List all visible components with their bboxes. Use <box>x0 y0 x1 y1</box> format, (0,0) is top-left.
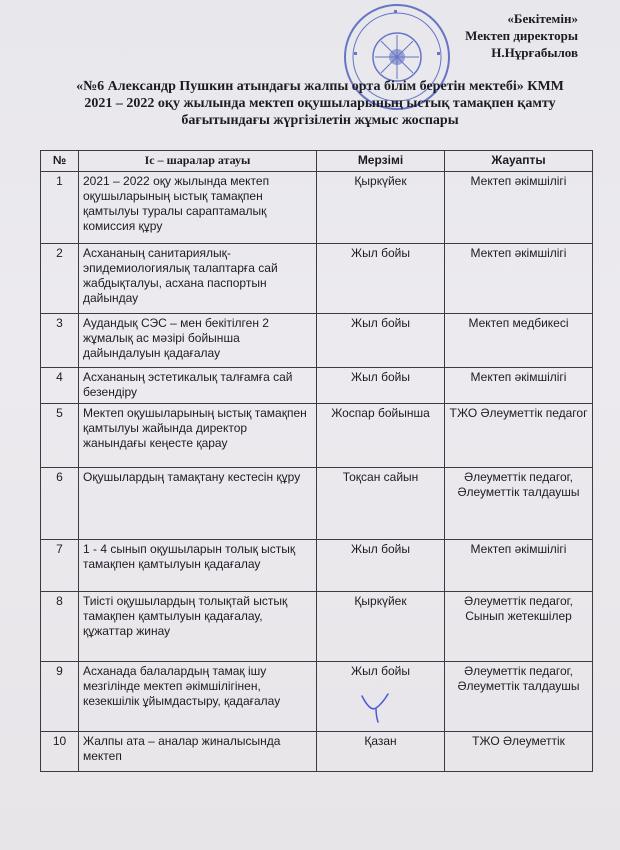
row-deadline: Тоқсан сайын <box>317 468 445 540</box>
row-action: Аудандық СЭС – мен бекітілген 2 жұмалық ас мәзірі бойынша дайындалуын қадағалау <box>79 314 317 368</box>
work-plan-table <box>40 150 593 772</box>
row-action: Жалпы ата – аналар жиналысында мектеп <box>79 732 317 772</box>
row-responsible: Мектеп әкімшілігі <box>445 368 593 404</box>
row-responsible: Мектеп әкімшілігі <box>445 244 593 314</box>
pen-mark-scribble <box>356 690 396 726</box>
row-deadline: Қазан <box>317 732 445 772</box>
table-row <box>41 368 593 404</box>
director-name: Н.Нұрғабылов <box>491 45 578 60</box>
title-line-1: «№6 Александр Пушкин атындағы жалпы орта білім беретін мектебі» КММ <box>76 79 564 94</box>
row-responsible: Әлеуметтік педагог, Әлеуметтік талдаушы <box>445 662 593 732</box>
row-number: 4 <box>41 368 79 404</box>
row-number: 10 <box>41 732 79 772</box>
row-action: Оқушылардың тамақтану кестесін құру <box>79 468 317 540</box>
title-line-2: 2021 – 2022 оқу жылында мектеп оқушыларының ыстық тамақпен қамту <box>84 96 556 111</box>
header-deadline: Мерзімі <box>317 151 445 172</box>
approval-heading: «Бекітемін» <box>507 11 578 26</box>
table-header-row <box>41 151 593 172</box>
row-number: 5 <box>41 404 79 468</box>
row-deadline: Қыркүйек <box>317 592 445 662</box>
row-deadline: Жыл бойы <box>317 368 445 404</box>
row-number: 8 <box>41 592 79 662</box>
row-responsible: Әлеуметтік педагог, Сынып жетекшілер <box>445 592 593 662</box>
document-title <box>40 78 600 129</box>
row-number: 7 <box>41 540 79 592</box>
row-action: Асханада балалардың тамақ ішу мезгілінде мектеп әкімшілігінен, кезекшілік ұйымдастыру, қадағалау <box>79 662 317 732</box>
header-number: № <box>41 151 79 172</box>
row-responsible: Мектеп әкімшілігі <box>445 540 593 592</box>
row-number: 1 <box>41 172 79 244</box>
table-row <box>41 662 593 732</box>
row-number: 9 <box>41 662 79 732</box>
table-row <box>41 592 593 662</box>
header-action: Іс – шаралар атауы <box>79 151 317 172</box>
row-deadline: Жоспар бойынша <box>317 404 445 468</box>
table-row <box>41 540 593 592</box>
row-responsible: ТЖО Әлеуметтік <box>445 732 593 772</box>
table-row <box>41 244 593 314</box>
row-responsible: Әлеуметтік педагог, Әлеуметтік талдаушы <box>445 468 593 540</box>
row-deadline: Жыл бойы <box>317 662 445 732</box>
row-deadline: Қыркүйек <box>317 172 445 244</box>
header-responsible: Жауапты <box>445 151 593 172</box>
row-action: 1 - 4 сынып оқушыларын толық ыстық тамақпен қамтылуын қадағалау <box>79 540 317 592</box>
row-number: 2 <box>41 244 79 314</box>
table-row <box>41 404 593 468</box>
table-row <box>41 732 593 772</box>
row-deadline: Жыл бойы <box>317 244 445 314</box>
row-action: 2021 – 2022 оқу жылында мектеп оқушыларының ыстық тамақпен қамтылуы туралы сараптамалық комиссия құру <box>79 172 317 244</box>
table-row <box>41 172 593 244</box>
row-action: Мектеп оқушыларының ыстық тамақпен қамтылуы жайында директор жанындағы кеңесте қарау <box>79 404 317 468</box>
table-row <box>41 314 593 368</box>
row-deadline: Жыл бойы <box>317 540 445 592</box>
title-line-3: бағытындағы жүргізілетін жұмыс жоспары <box>181 113 459 128</box>
row-action: Асхананың санитариялық-эпидемиологиялық талаптарға сай жабдықталуы, асхана паспортын дайындау <box>79 244 317 314</box>
row-action: Асхананың эстетикалық талғамға сай безендіру <box>79 368 317 404</box>
row-number: 6 <box>41 468 79 540</box>
table-row <box>41 468 593 540</box>
row-deadline: Жыл бойы <box>317 314 445 368</box>
approval-block <box>465 10 578 61</box>
director-title: Мектеп директоры <box>465 28 578 43</box>
row-number: 3 <box>41 314 79 368</box>
row-action: Тиісті оқушылардың толықтай ыстық тамақпен қамтылуын қадағалау, құжаттар жинау <box>79 592 317 662</box>
row-responsible: Мектеп медбикесі <box>445 314 593 368</box>
row-responsible: Мектеп әкімшілігі <box>445 172 593 244</box>
row-responsible: ТЖО Әлеуметтік педагог <box>445 404 593 468</box>
